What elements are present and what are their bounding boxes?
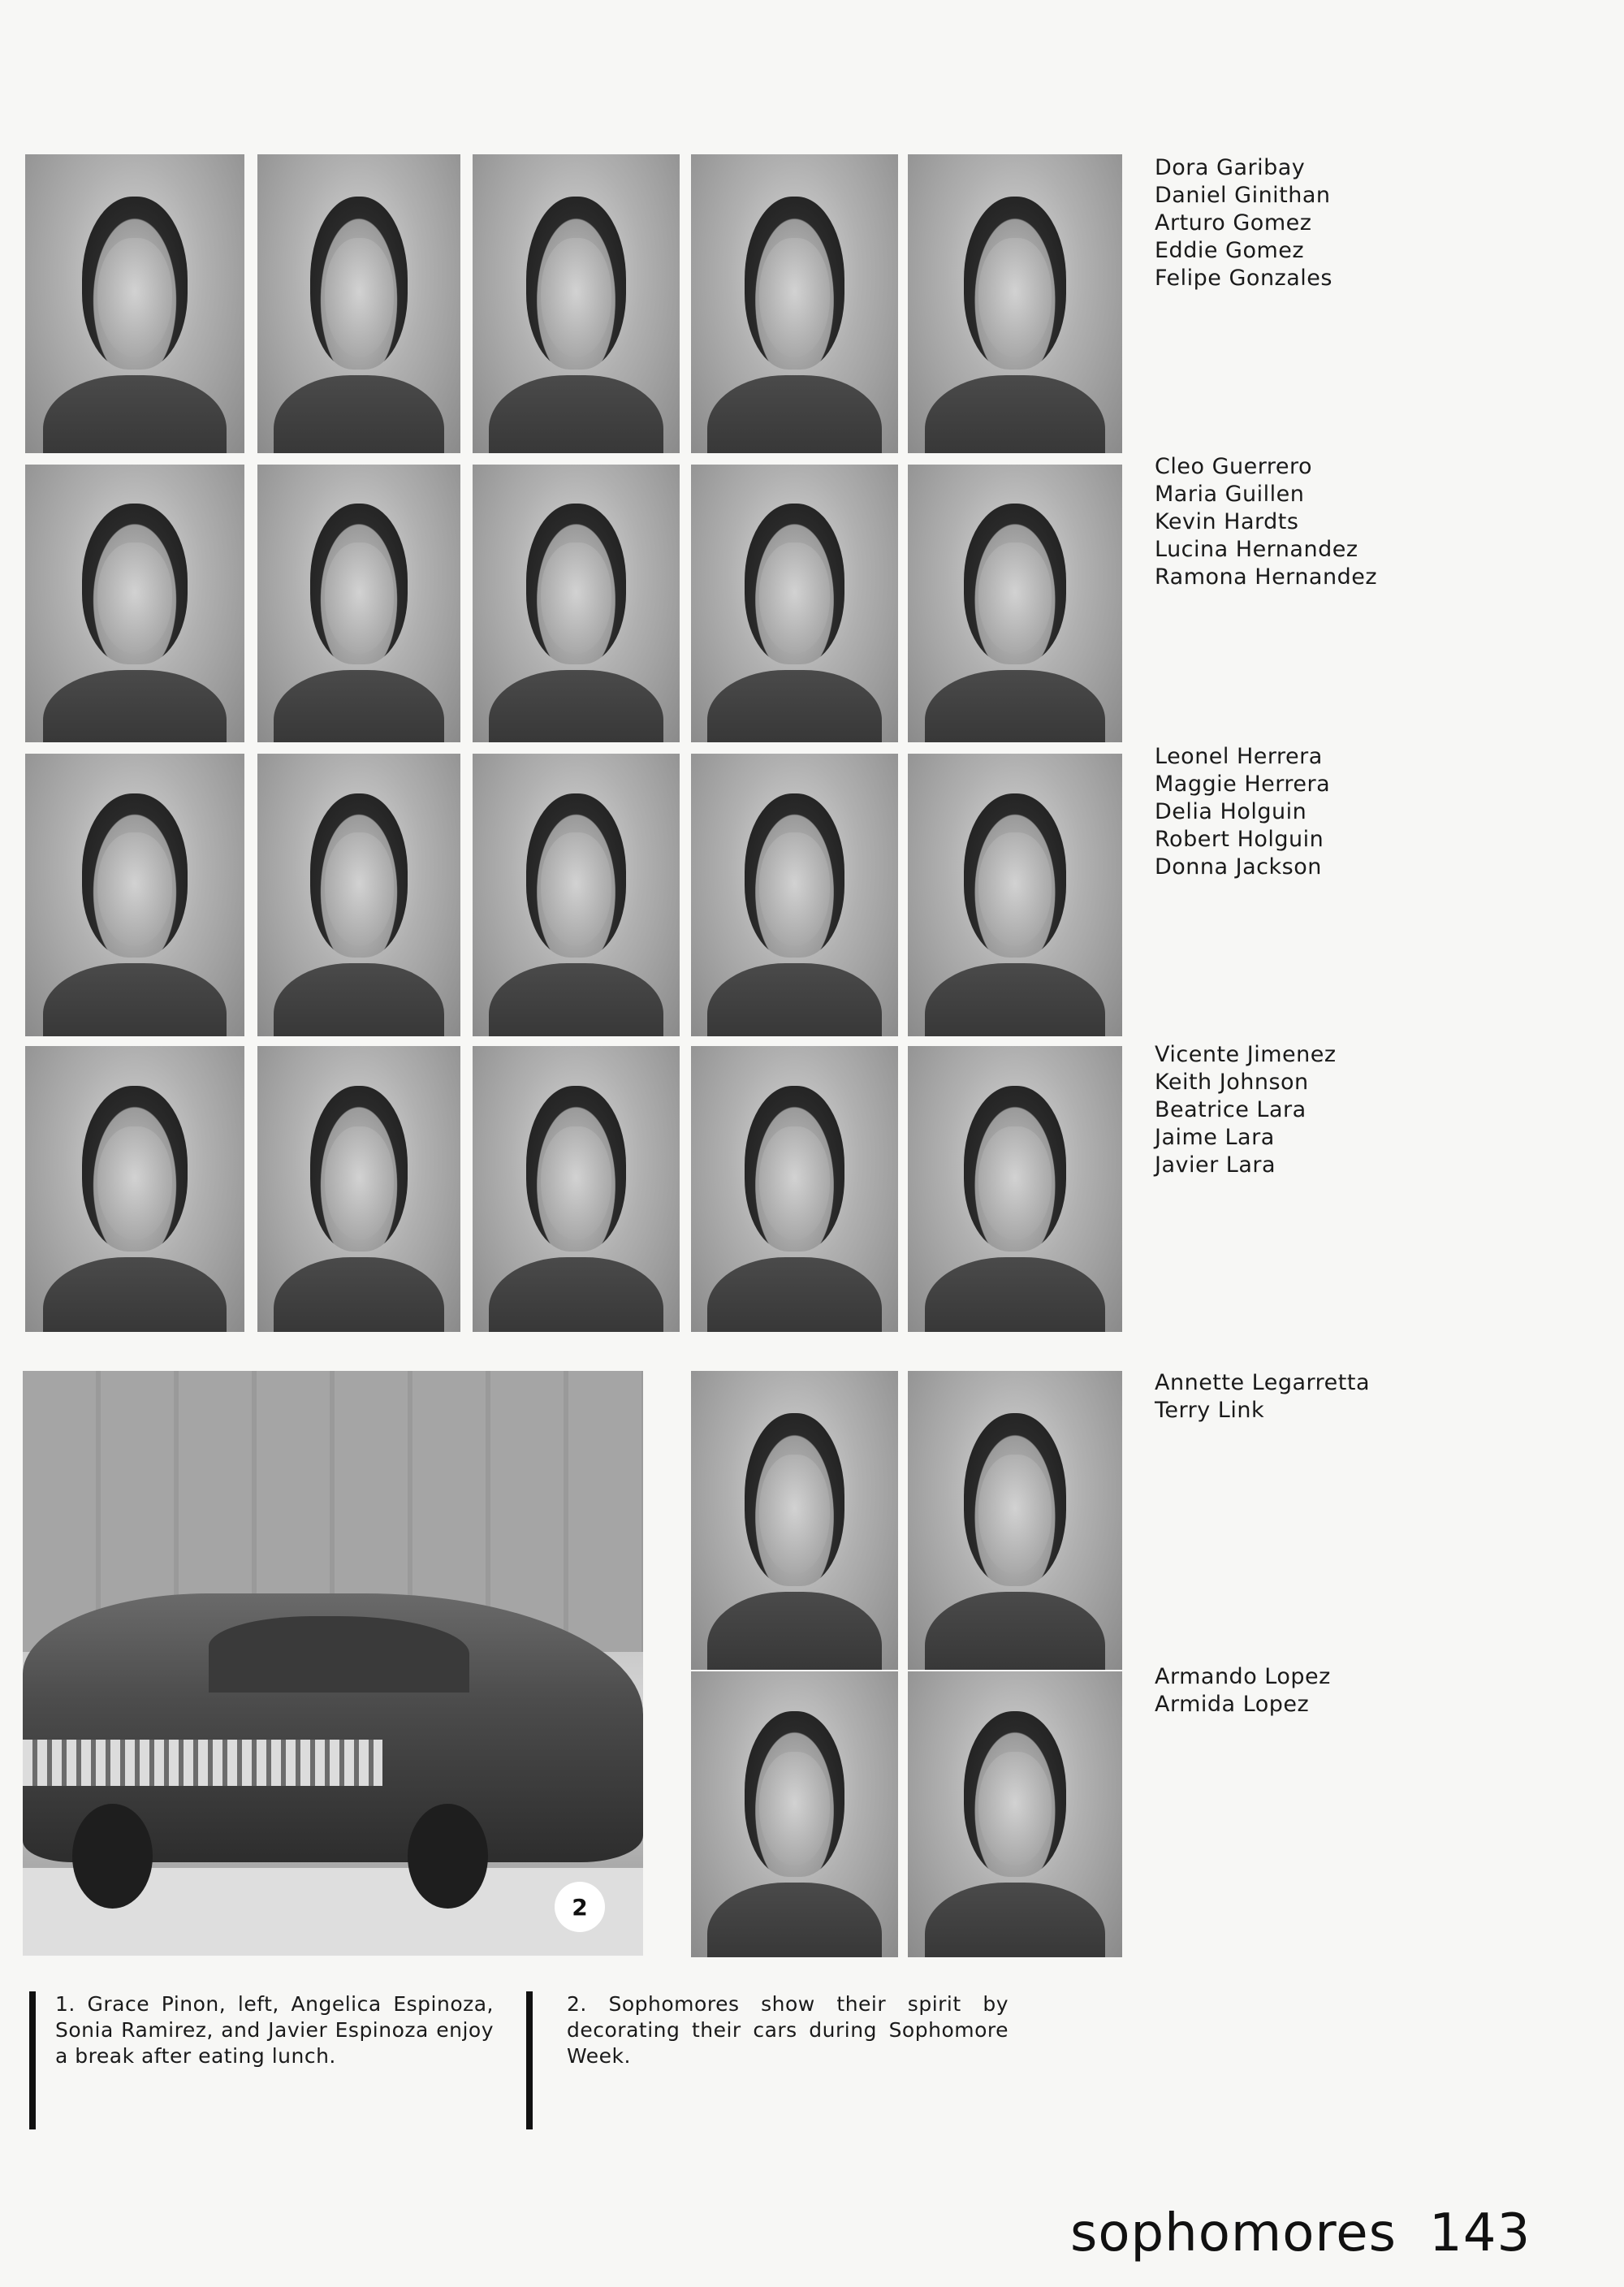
portrait-photo — [691, 154, 898, 453]
portrait-photo — [257, 465, 460, 742]
portrait-photo — [25, 754, 244, 1036]
portrait-photo — [908, 754, 1122, 1036]
portrait-photo — [908, 465, 1122, 742]
student-name: Armida Lopez — [1155, 1692, 1310, 1717]
portrait-photo — [691, 1671, 898, 1957]
student-name: Arturo Gomez — [1155, 210, 1312, 236]
caption-rule — [526, 1991, 533, 2129]
portrait-photo — [25, 1046, 244, 1332]
portrait-photo — [25, 154, 244, 453]
name-list-row-6 — [1155, 1663, 1331, 1718]
student-name: Cleo Guerrero — [1155, 454, 1312, 479]
student-name: Lucina Hernandez — [1155, 537, 1358, 562]
student-name: Eddie Gomez — [1155, 238, 1305, 263]
student-name: Daniel Ginithan — [1155, 183, 1331, 208]
portrait-photo — [691, 754, 898, 1036]
caption-rule — [29, 1991, 36, 2129]
section-title: sophomores — [1070, 2203, 1397, 2263]
candid-photo-car — [23, 1371, 643, 1956]
student-name: Donna Jackson — [1155, 854, 1322, 880]
name-list-row-1 — [1155, 154, 1332, 292]
portrait-photo — [473, 465, 680, 742]
name-list-row-5 — [1155, 1369, 1370, 1425]
student-name: Maggie Herrera — [1155, 772, 1331, 797]
student-name: Keith Johnson — [1155, 1070, 1309, 1095]
student-name: Annette Legarretta — [1155, 1370, 1370, 1395]
portrait-photo — [473, 754, 680, 1036]
caption-2: 2. Sophomores show their spirit by decorating their cars during Sophomore Week. — [567, 1992, 1009, 2068]
page-number: 143 — [1429, 2203, 1531, 2263]
portrait-photo — [691, 1046, 898, 1332]
name-list-row-3 — [1155, 743, 1330, 881]
portrait-photo — [691, 465, 898, 742]
student-name: Felipe Gonzales — [1155, 266, 1332, 291]
portrait-photo — [473, 154, 680, 453]
portrait-photo — [257, 1046, 460, 1332]
portrait-photo — [908, 1046, 1122, 1332]
portrait-photo — [908, 154, 1122, 453]
portrait-photo — [257, 154, 460, 453]
student-name: Leonel Herrera — [1155, 744, 1323, 769]
student-name: Ramona Hernandez — [1155, 564, 1378, 590]
student-name: Maria Guillen — [1155, 482, 1305, 507]
caption-1: 1. Grace Pinon, left, Angelica Espinoza, Sonia Ramirez, and Javier Espinoza enjoy a break after eating lunch. — [55, 1992, 494, 2068]
student-name: Beatrice Lara — [1155, 1097, 1307, 1122]
student-name: Jaime Lara — [1155, 1125, 1275, 1150]
student-name: Armando Lopez — [1155, 1664, 1331, 1689]
student-name: Javier Lara — [1155, 1152, 1276, 1178]
student-name: Terry Link — [1155, 1398, 1265, 1423]
student-name: Kevin Hardts — [1155, 509, 1299, 534]
student-name: Vicente Jimenez — [1155, 1042, 1337, 1067]
student-name: Delia Holguin — [1155, 799, 1307, 824]
student-name: Dora Garibay — [1155, 155, 1306, 180]
photo-number-badge: 2 — [555, 1882, 605, 1932]
portrait-photo — [691, 1371, 898, 1670]
portrait-photo — [25, 465, 244, 742]
portrait-photo — [908, 1671, 1122, 1957]
portrait-photo — [257, 754, 460, 1036]
name-list-row-2 — [1155, 453, 1377, 591]
portrait-photo — [908, 1371, 1122, 1670]
name-list-row-4 — [1155, 1041, 1337, 1179]
portrait-photo — [473, 1046, 680, 1332]
student-name: Robert Holguin — [1155, 827, 1324, 852]
